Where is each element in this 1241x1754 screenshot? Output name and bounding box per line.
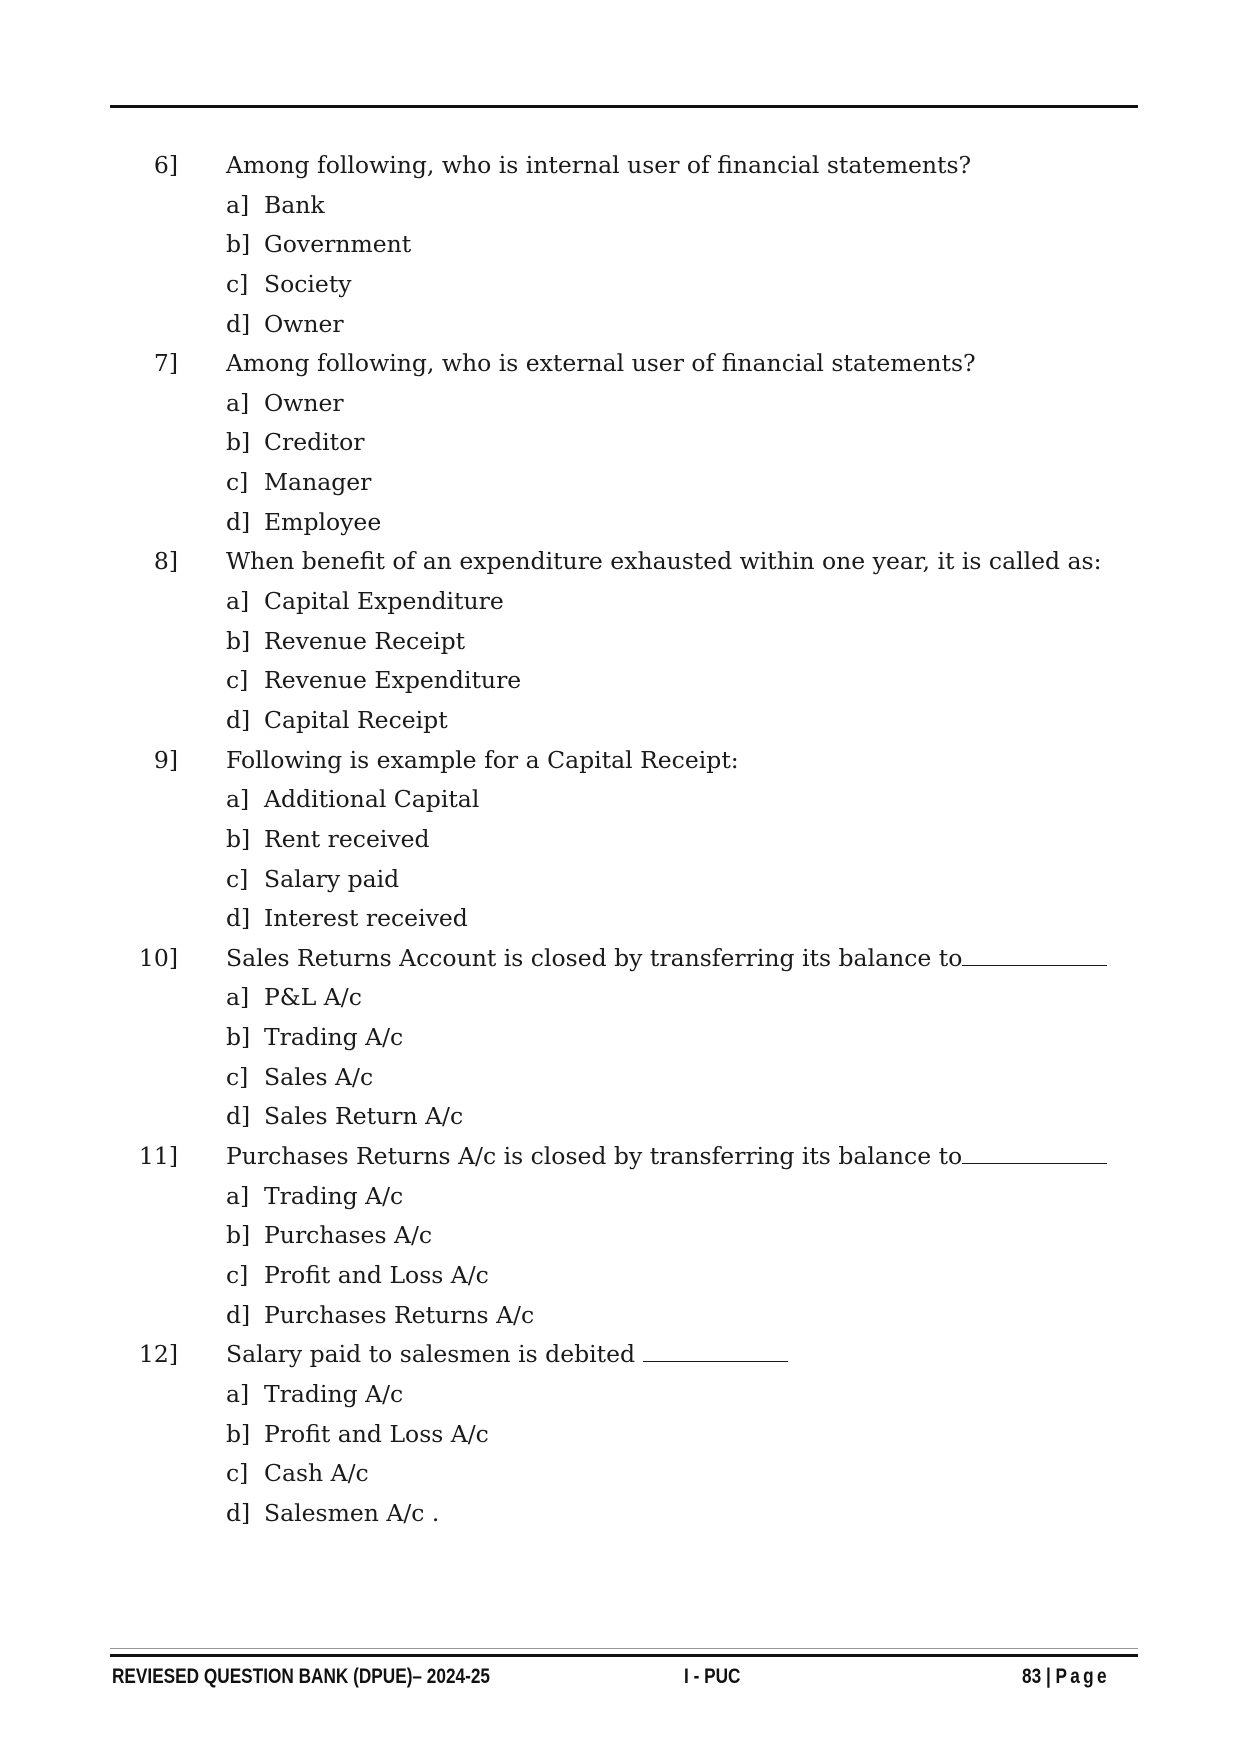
question-text: Purchases Returns A/c is closed by transferring its balance to [226,1142,963,1171]
footer-page [1022,1662,1110,1692]
question-row [0,1335,1241,1375]
option-letter: c] [226,269,249,298]
page-word: Page [1055,1665,1110,1688]
footer-title: REVIESED QUESTION BANK (DPUE)– 2024-25 [112,1665,490,1688]
option-text: Government [264,230,412,259]
option-letter: a] [226,190,250,219]
question-row [0,1137,1241,1177]
option-letter: d] [226,1102,251,1131]
question-text-wrap [226,1335,788,1375]
question-text: Among following, who is external user of financial statements? [226,349,976,378]
question-text-wrap [226,344,976,384]
option-letter: d] [226,705,251,734]
option-row [0,860,1241,900]
question-text-wrap [226,1137,1107,1177]
option-letter: a] [226,587,250,616]
question-number: 12] [138,1340,178,1369]
option-letter: c] [226,1062,249,1091]
option-letter: a] [226,1379,250,1408]
option-row [0,305,1241,345]
option-text: Salesmen A/c . [264,1498,440,1527]
option-letter: a] [226,1181,250,1210]
question-number: 7] [153,349,178,378]
answer-blank [643,1343,788,1362]
question-text: When benefit of an expenditure exhausted within one year, it is called as: [226,547,1102,576]
option-letter: a] [226,388,250,417]
option-row [0,1097,1241,1137]
option-row [0,780,1241,820]
option-text: Rent received [264,824,430,853]
option-text: Employee [264,507,382,536]
question-text: Sales Returns Account is closed by transferring its balance to [226,943,963,972]
option-letter: b] [226,1023,251,1052]
question-text-wrap [226,939,1107,979]
option-text: Cash A/c [264,1459,369,1488]
option-row [0,1296,1241,1336]
option-text: Owner [264,309,344,338]
option-letter: b] [226,428,251,457]
option-text: Profit and Loss A/c [264,1419,489,1448]
question-text: Among following, who is internal user of financial statements? [226,151,972,179]
option-text: Trading A/c [264,1181,404,1210]
question-text: Salary paid to salesmen is debited [226,1340,643,1369]
option-row [0,820,1241,860]
option-row [0,225,1241,265]
option-row [0,423,1241,463]
option-row [0,1256,1241,1296]
question-row [0,939,1241,979]
option-text: Sales A/c [264,1062,374,1091]
option-letter: a] [226,785,250,814]
option-text: Trading A/c [264,1379,404,1408]
option-text: Society [264,269,352,298]
option-letter: d] [226,507,251,536]
option-letter: c] [226,1260,249,1289]
option-text: P&L A/c [264,983,362,1012]
footer-rule-thin [110,1648,1138,1649]
option-letter: c] [226,468,249,497]
option-text: Additional Capital [264,785,480,814]
option-letter: d] [226,1300,251,1329]
option-text: Capital Expenditure [264,587,504,616]
option-text: Owner [264,388,344,417]
question-text-wrap [226,741,739,781]
option-text: Revenue Receipt [264,626,466,655]
option-letter: b] [226,1419,251,1448]
option-row [0,1375,1241,1415]
question-number: 6] [153,151,178,179]
option-letter: d] [226,904,251,933]
option-letter: b] [226,626,251,655]
option-row [0,1058,1241,1098]
option-text: Revenue Expenditure [264,666,522,695]
option-row [0,899,1241,939]
header-rule [110,105,1138,108]
option-letter: c] [226,864,249,893]
option-row [0,503,1241,543]
option-row [0,384,1241,424]
option-text: Creditor [264,428,365,457]
answer-blank [962,1145,1107,1164]
option-text: Salary paid [264,864,400,893]
option-text: Bank [264,190,325,219]
option-row [0,661,1241,701]
option-text: Trading A/c [264,1023,404,1052]
option-row [0,265,1241,305]
option-row [0,1494,1241,1534]
option-row [0,1018,1241,1058]
option-row [0,1216,1241,1256]
option-letter: c] [226,1459,249,1488]
question-number: 8] [153,547,178,576]
option-text: Manager [264,468,372,497]
footer-class: I - PUC [684,1665,741,1688]
option-letter: d] [226,309,251,338]
option-row [0,701,1241,741]
question-list [0,146,1241,1533]
question-number: 9] [153,745,178,774]
question-row [0,146,1241,186]
option-row [0,582,1241,622]
footer-rule [110,1654,1138,1657]
option-letter: b] [226,230,251,259]
question-text: Following is example for a Capital Receipt: [226,745,739,774]
option-letter: c] [226,666,249,695]
option-text: Purchases A/c [264,1221,433,1250]
option-text: Interest received [264,904,468,933]
page-number: 83 | [1022,1665,1056,1688]
option-row [0,978,1241,1018]
option-text: Sales Return A/c [264,1102,464,1131]
option-text: Capital Receipt [264,705,448,734]
option-row [0,1177,1241,1217]
option-row [0,463,1241,503]
question-row [0,542,1241,582]
answer-blank [962,947,1107,966]
question-text-wrap [226,146,971,186]
question-text-wrap [226,542,1102,582]
question-number: 10] [138,943,178,972]
option-letter: b] [226,824,251,853]
option-letter: d] [226,1498,251,1527]
option-letter: b] [226,1221,251,1250]
option-row [0,622,1241,662]
option-text: Profit and Loss A/c [264,1260,489,1289]
option-row [0,186,1241,226]
option-row [0,1415,1241,1455]
option-text: Purchases Returns A/c [264,1300,535,1329]
question-row [0,344,1241,384]
option-row [0,1454,1241,1494]
question-number: 11] [138,1142,178,1171]
question-row [0,741,1241,781]
option-letter: a] [226,983,250,1012]
